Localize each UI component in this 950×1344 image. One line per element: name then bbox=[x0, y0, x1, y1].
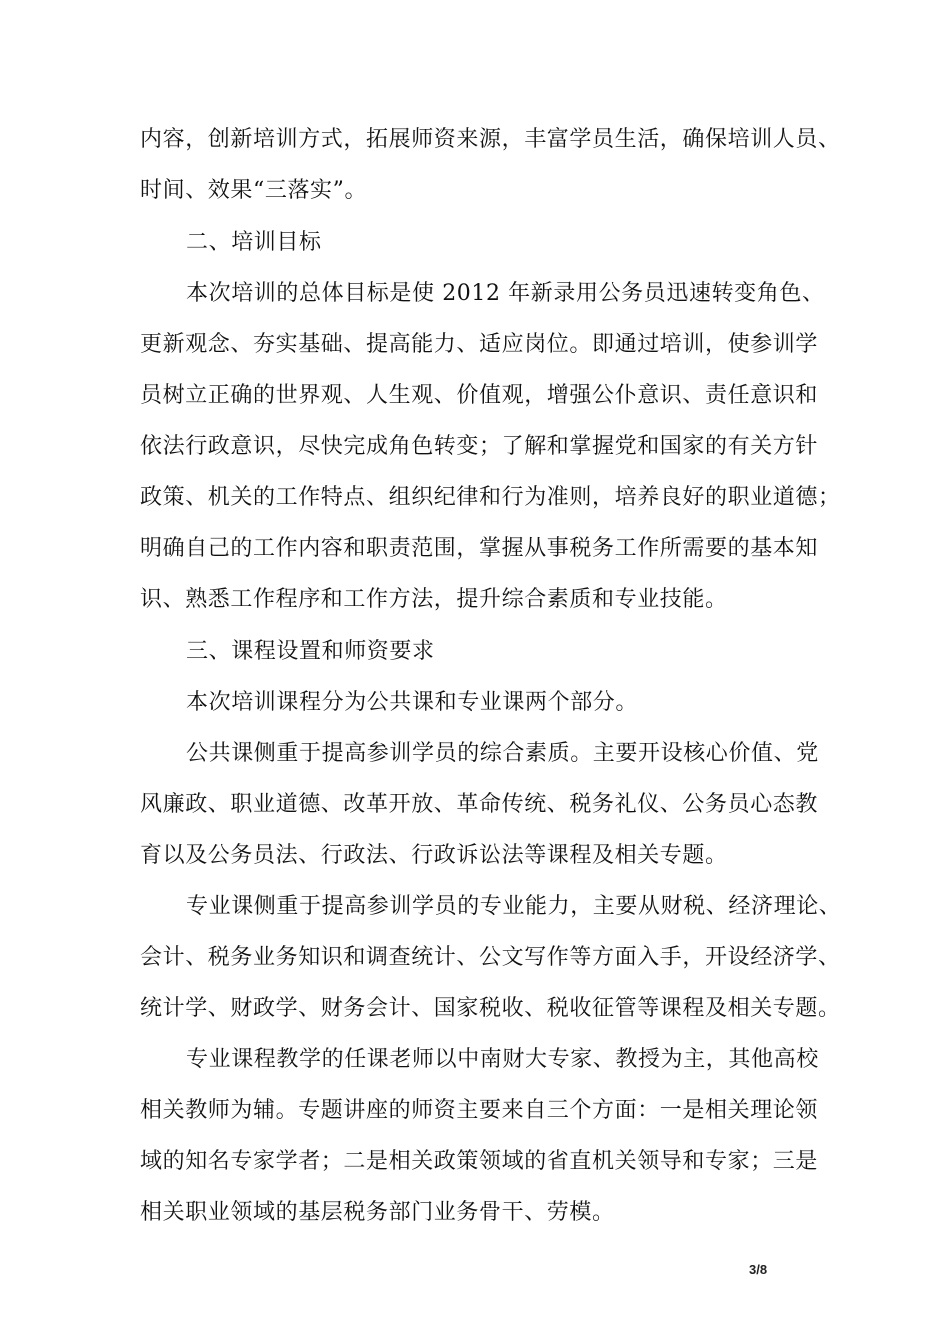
text-line: 育以及公务员法、行政法、行政诉讼法等课程及相关专题。 bbox=[140, 843, 728, 868]
paragraph-first-line: 本次培训的总体目标是使 2012 年新录用公务员迅速转变角色、 bbox=[186, 281, 825, 306]
text-line: 政策、机关的工作特点、组织纪律和行为准则，培养良好的职业道德； bbox=[140, 485, 841, 510]
text-line: 时间、效果“三落实”。 bbox=[140, 178, 368, 203]
paragraph-first-line: 公共课侧重于提高参训学员的综合素质。主要开设核心价值、党 bbox=[186, 741, 819, 766]
text-line: 更新观念、夯实基础、提高能力、适应岗位。即通过培训，使参训学 bbox=[140, 332, 819, 357]
page-number: 3/8 bbox=[749, 1262, 768, 1277]
text-line: 识、熟悉工作程序和工作方法，提升综合素质和专业技能。 bbox=[140, 587, 728, 612]
text-line: 会计、税务业务知识和调查统计、公文写作等方面入手，开设经济学、 bbox=[140, 945, 841, 970]
section-heading: 三、课程设置和师资要求 bbox=[186, 639, 435, 664]
paragraph-first-line: 专业课侧重于提高参训学员的专业能力，主要从财税、经济理论、 bbox=[186, 894, 842, 919]
text-line: 域的知名专家学者；二是相关政策领域的省直机关领导和专家；三是 bbox=[140, 1149, 819, 1174]
paragraph-first-line: 本次培训课程分为公共课和专业课两个部分。 bbox=[186, 690, 639, 715]
text-line: 风廉政、职业道德、改革开放、革命传统、税务礼仪、公务员心态教 bbox=[140, 792, 819, 817]
text-line: 员树立正确的世界观、人生观、价值观，增强公仆意识、责任意识和 bbox=[140, 383, 819, 408]
text-line: 相关教师为辅。专题讲座的师资主要来自三个方面：一是相关理论领 bbox=[140, 1098, 819, 1123]
text-line: 统计学、财政学、财务会计、国家税收、税收征管等课程及相关专题。 bbox=[140, 996, 841, 1021]
text-line: 内容，创新培训方式，拓展师资来源，丰富学员生活，确保培训人员、 bbox=[140, 127, 841, 152]
text-line: 明确自己的工作内容和职责范围，掌握从事税务工作所需要的基本知 bbox=[140, 536, 819, 561]
section-heading: 二、培训目标 bbox=[186, 230, 322, 255]
text-line: 相关职业领域的基层税务部门业务骨干、劳模。 bbox=[140, 1200, 615, 1225]
paragraph-first-line: 专业课程教学的任课老师以中南财大专家、教授为主，其他高校 bbox=[186, 1047, 819, 1072]
text-line: 依法行政意识，尽快完成角色转变；了解和掌握党和国家的有关方针 bbox=[140, 434, 819, 459]
